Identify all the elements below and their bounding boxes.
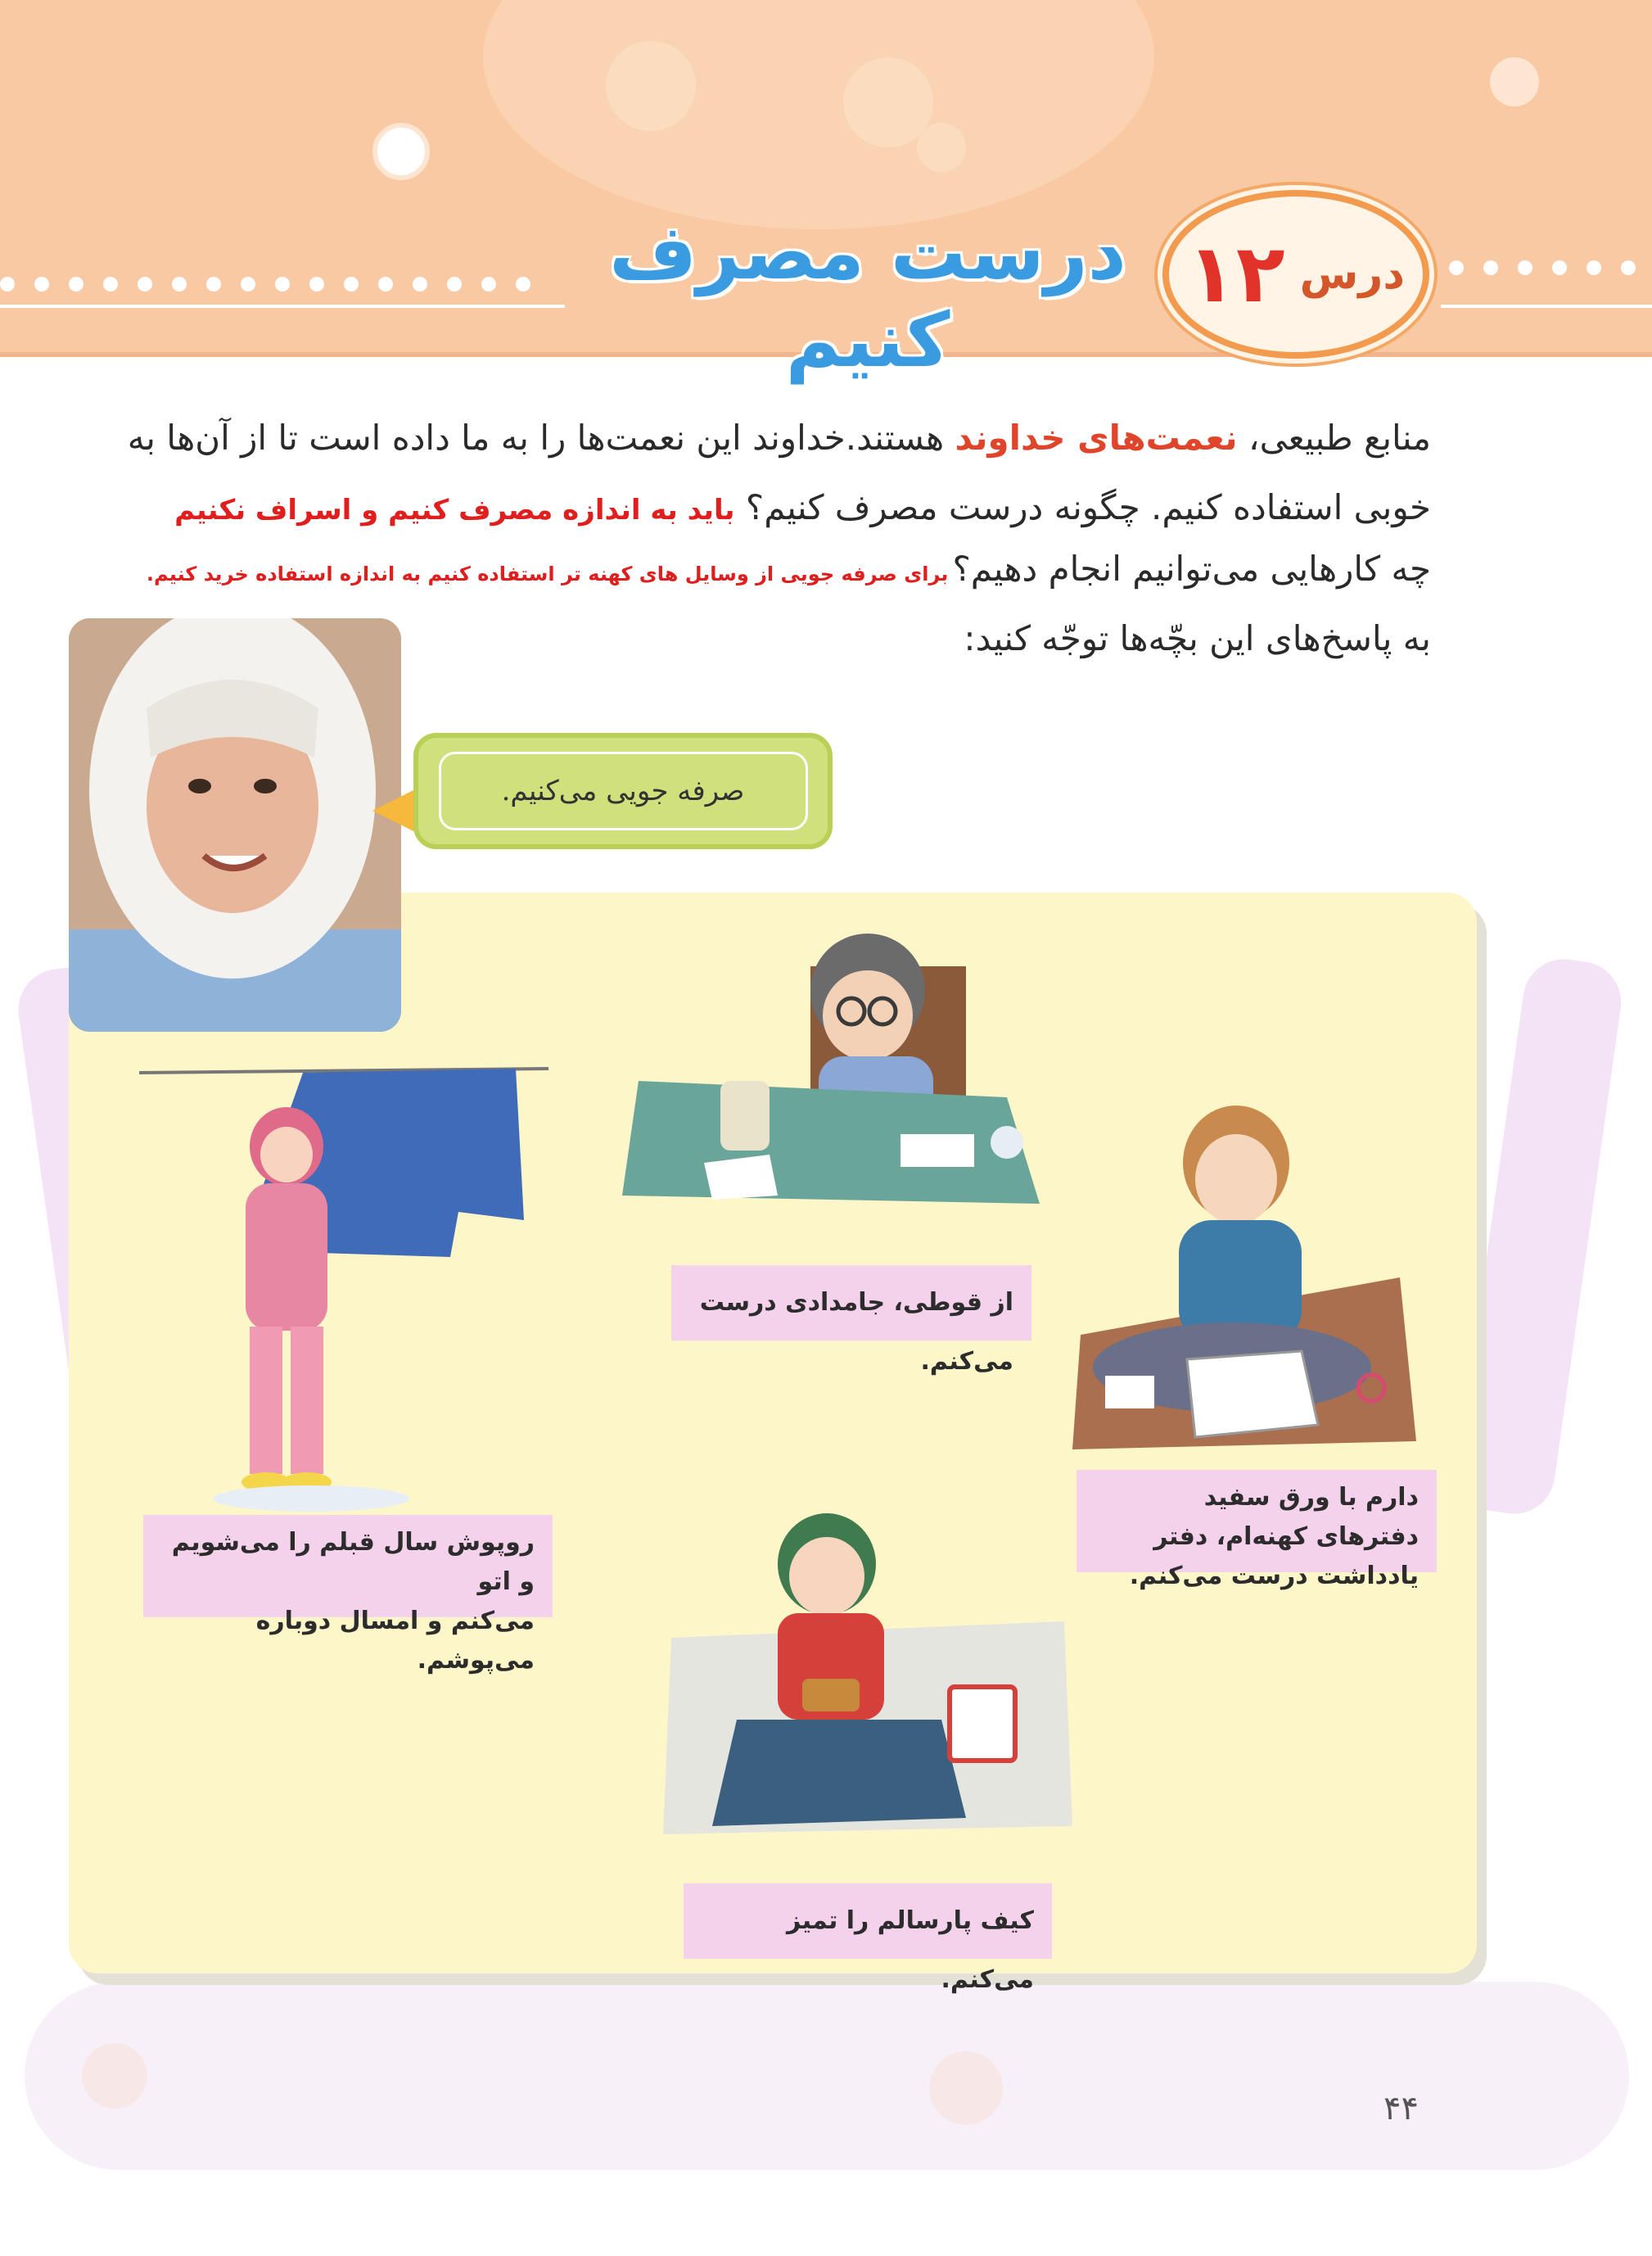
line2-answer: باید به اندازه مصرف کنیم و اسراف نکنیم	[174, 494, 735, 527]
girl-hanging-clothes-illustration	[139, 1056, 565, 1515]
speech-text: صرفه جویی می‌کنیم.	[439, 752, 808, 830]
page-title: درست مصرف کنیم	[609, 209, 1126, 384]
paragraph-line-1	[128, 418, 1431, 458]
caption-notebook-line2: یادداشت درست می‌کنم.	[1129, 1562, 1419, 1590]
header-bubble-4	[372, 123, 430, 180]
caption-notebook-line1: دارم با ورق سفید دفترهای کهنه‌ام، دفتر	[1153, 1483, 1419, 1551]
header-swirl	[483, 0, 1154, 229]
girl-photo	[69, 618, 401, 1032]
page-number: ۴۴	[1383, 2090, 1419, 2127]
lesson-number: ۱۲	[1187, 228, 1285, 321]
lesson-word: درس	[1299, 250, 1406, 299]
line1-part1: منابع طبیعی،	[1248, 418, 1431, 458]
boy-painting-illustration	[622, 917, 1048, 1212]
header-bubble-5	[1490, 57, 1539, 106]
caption-uniform-line2: می‌کنم و امسال دوباره می‌پوشم.	[255, 1607, 535, 1675]
lesson-badge	[1162, 190, 1429, 359]
header-line-right	[1441, 305, 1652, 308]
watermark-swoosh	[25, 1982, 1629, 2170]
line3-text: چه کارهایی می‌توانیم انجام دهیم؟	[952, 549, 1431, 589]
line4-text: به پاسخ‌های این بچّه‌ها توجّه کنید:	[964, 618, 1431, 658]
header-line-left	[0, 305, 565, 308]
paragraph-line-3	[147, 549, 1431, 589]
watermark-bar-1	[1451, 954, 1626, 1519]
line1-part2: هستند.خداوند این نعمت‌ها را به ما داده است تا از آن‌ها به	[127, 418, 945, 458]
caption-uniform-line1: روپوش سال قبلم را می‌شویم و اتو	[171, 1528, 535, 1596]
line1-highlight: نعمت‌های خداوند	[955, 418, 1238, 458]
paragraph-line-2	[174, 487, 1431, 527]
caption-tin-can: از قوطی، جامدادی درست می‌کنم.	[671, 1265, 1031, 1340]
caption-uniform	[143, 1515, 553, 1675]
speech-bubble	[413, 733, 833, 849]
caption-bag: کیف پارسالم را تمیز می‌کنم.	[684, 1883, 1052, 1959]
boy-notebook-illustration	[1056, 1065, 1424, 1458]
header-dots-right	[1449, 260, 1636, 275]
line3-answer: برای صرفه جویی از وسایل های کهنه تر استفاده کنیم به اندازه استفاده خرید کنیم.	[146, 563, 949, 585]
caption-notebook	[1077, 1470, 1437, 1590]
girl-cleaning-bag-illustration	[655, 1507, 1081, 1875]
paragraph-line-4	[964, 618, 1431, 658]
line2-text: خوبی استفاده کنیم. چگونه درست مصرف کنیم؟	[745, 487, 1431, 527]
girl-photo-drawing	[69, 618, 401, 1032]
header-dots-left	[0, 277, 530, 292]
